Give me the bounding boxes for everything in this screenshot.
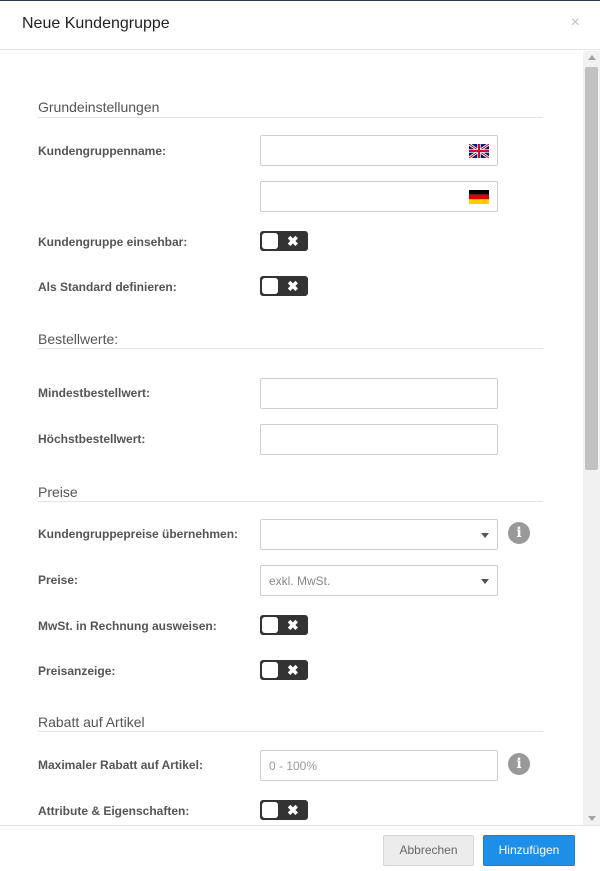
section-title-order: Bestellwerte: bbox=[38, 331, 119, 347]
modal-body bbox=[0, 51, 600, 825]
toggle-knob bbox=[262, 278, 278, 294]
prices-select[interactable] bbox=[260, 565, 498, 596]
min-order-input[interactable] bbox=[260, 378, 498, 409]
max-discount-label: Maximaler Rabatt auf Artikel: bbox=[38, 758, 203, 772]
modal-title: Neue Kundengruppe bbox=[22, 15, 170, 32]
default-label: Als Standard definieren: bbox=[38, 280, 177, 294]
vat-label: MwSt. in Rechnung ausweisen: bbox=[38, 619, 217, 633]
vertical-scrollbar[interactable] bbox=[583, 51, 600, 825]
toggle-knob bbox=[262, 233, 278, 249]
scrollbar-thumb[interactable] bbox=[585, 67, 598, 470]
info-icon[interactable]: i bbox=[508, 753, 530, 775]
vat-toggle[interactable] bbox=[260, 615, 308, 635]
modal-header bbox=[0, 1, 600, 50]
visible-toggle[interactable] bbox=[260, 231, 308, 251]
chevron-down-icon bbox=[481, 533, 489, 538]
uk-flag-icon bbox=[469, 144, 489, 158]
toggle-off-icon: ✖ bbox=[287, 617, 299, 633]
max-discount-input[interactable] bbox=[260, 750, 498, 781]
section-divider bbox=[38, 348, 543, 349]
customer-group-name-label: Kundengruppenname: bbox=[38, 144, 166, 158]
close-icon[interactable]: × bbox=[570, 14, 580, 31]
scroll-down-arrow-icon[interactable] bbox=[588, 816, 596, 821]
add-button[interactable]: Hinzufügen bbox=[483, 835, 575, 866]
chevron-down-icon bbox=[481, 579, 489, 584]
attributes-toggle[interactable] bbox=[260, 800, 308, 820]
modal-footer bbox=[0, 825, 600, 871]
germany-flag-icon bbox=[469, 190, 489, 204]
min-order-label: Mindestbestellwert: bbox=[38, 386, 151, 400]
default-toggle[interactable] bbox=[260, 276, 308, 296]
price-display-label: Preisanzeige: bbox=[38, 664, 116, 678]
toggle-knob bbox=[262, 617, 278, 633]
adopt-prices-select[interactable] bbox=[260, 519, 498, 550]
max-discount-placeholder: 0 - 100% bbox=[269, 759, 318, 773]
cancel-button[interactable]: Abbrechen bbox=[383, 835, 474, 866]
section-title-basic: Grundeinstellungen bbox=[38, 99, 160, 115]
toggle-off-icon: ✖ bbox=[287, 802, 299, 818]
customer-group-name-en-input[interactable] bbox=[260, 135, 498, 166]
visible-label: Kundengruppe einsehbar: bbox=[38, 235, 188, 249]
adopt-prices-label: Kundengruppepreise übernehmen: bbox=[38, 527, 239, 541]
prices-label: Preise: bbox=[38, 573, 79, 587]
prices-select-value: exkl. MwSt. bbox=[269, 574, 331, 588]
attributes-label: Attribute & Eigenschaften: bbox=[38, 804, 190, 818]
price-display-toggle[interactable] bbox=[260, 660, 308, 680]
toggle-off-icon: ✖ bbox=[287, 662, 299, 678]
section-divider bbox=[38, 501, 543, 502]
section-divider bbox=[38, 731, 543, 732]
toggle-knob bbox=[262, 662, 278, 678]
info-icon[interactable]: i bbox=[508, 522, 530, 544]
section-divider bbox=[38, 117, 543, 118]
section-title-prices: Preise bbox=[38, 484, 78, 500]
max-order-label: Höchstbestellwert: bbox=[38, 432, 146, 446]
toggle-knob bbox=[262, 802, 278, 818]
max-order-input[interactable] bbox=[260, 424, 498, 455]
toggle-off-icon: ✖ bbox=[287, 233, 299, 249]
scroll-up-arrow-icon[interactable] bbox=[588, 55, 596, 60]
customer-group-name-de-input[interactable] bbox=[260, 181, 498, 212]
section-title-discount: Rabatt auf Artikel bbox=[38, 714, 145, 730]
toggle-off-icon: ✖ bbox=[287, 278, 299, 294]
